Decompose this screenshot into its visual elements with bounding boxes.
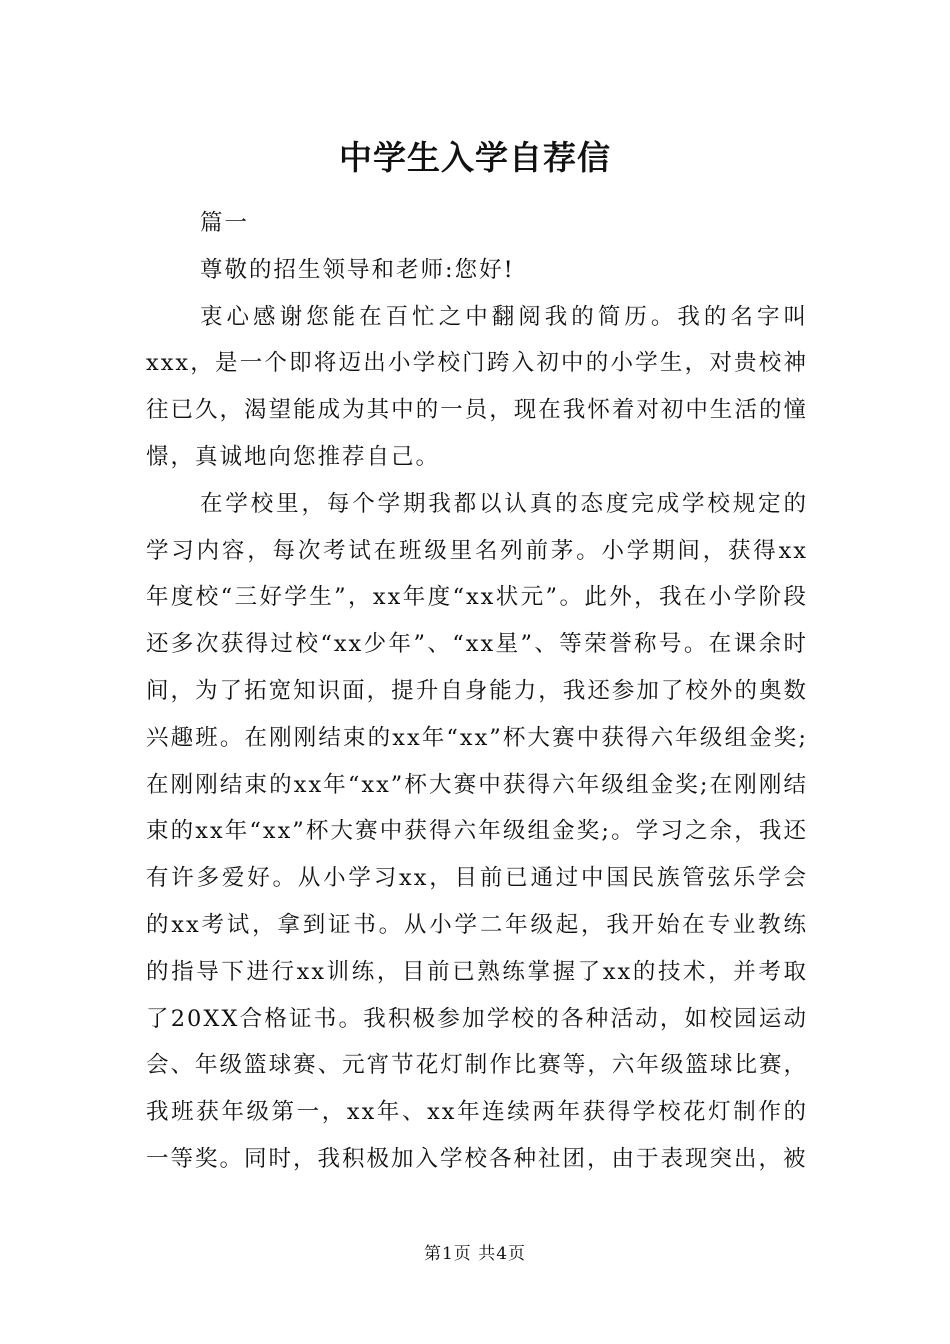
page-number-footer: 第1页 共4页: [423, 1244, 527, 1264]
section-heading: 篇一: [200, 210, 250, 236]
greeting-line: 尊敬的招生领导和老师:您好!: [200, 256, 515, 283]
body-paragraph-2: 在学校里，每个学期我都以认真的态度完成学校规定的学习内容，每次考试在班级里名列前茅。小学期间，获得xx年度校“三好学生”，xx年度“xx状元”。此外，我在小学阶段还多次获得过校“xx少年”、“xx星”、等荣誉称号。在课余时间，为了拓宽知识面，提升自身能力，我还参加了校外的奥数兴趣班。在刚刚结束的xx年“xx”杯大赛中获得六年级组金奖;在刚刚结束的xx年“xx”杯大赛中获得六年级组金奖;在刚刚结束的xx年“xx”杯大赛中获得六年级组金奖;。学习之余，我还有许多爱好。从小学习xx，目前已通过中国民族管弦乐学会的xx考试，拿到证书。从小学二年级起，我开始在专业教练的指导下进行xx训练，目前已熟练掌握了xx的技术，并考取了20XX合格证书。我积极参加学校的各种活动，如校园运动会、年级篮球赛、元宵节花灯制作比赛等，六年级篮球比赛，我班获年级第一，xx年、xx年连续两年获得学校花灯制作的一等奖。同时，我积极加入学校各种社团，由于表现突出，被: [146, 490, 808, 1172]
document-body: [146, 200, 808, 1183]
body-paragraph-1: 衷心感谢您能在百忙之中翻阅我的简历。我的名字叫xxx，是一个即将迈出小学校门跨入初中的小学生，对贵校神往已久，渴望能成为其中的一员，现在我怀着对初中生活的憧憬，真诚地向您推荐自己。: [146, 303, 808, 470]
document-title: 中学生入学自荐信: [339, 138, 611, 177]
